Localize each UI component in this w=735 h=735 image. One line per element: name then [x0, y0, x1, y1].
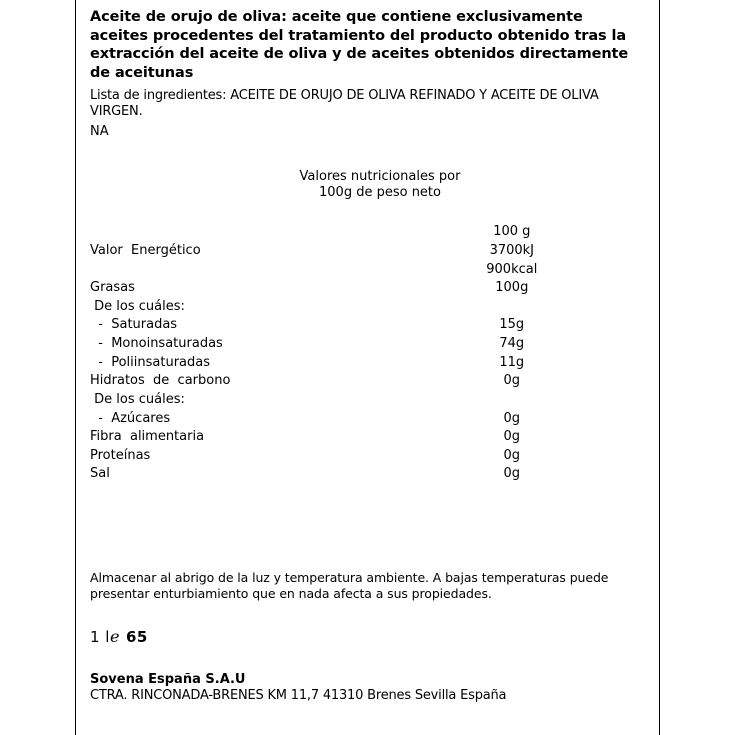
estimated-sign-icon: e — [109, 626, 120, 646]
company-address: CTRA. RINCONADA-BRENES KM 11,7 41310 Brenes Sevilla España — [90, 688, 507, 704]
product-label — [75, 0, 660, 735]
nutrition-label — [90, 261, 379, 280]
table-row — [90, 335, 645, 354]
nutrition-value — [379, 391, 645, 410]
table-row — [90, 410, 645, 429]
nutrition-label: De los cuáles: — [90, 298, 185, 314]
nutrition-value: 11g — [499, 354, 525, 370]
nutrition-label: - Monoinsaturadas — [90, 336, 223, 352]
nutrition-label: - Saturadas — [90, 317, 178, 333]
nutrition-value: 100 g — [493, 224, 531, 240]
table-row — [90, 242, 645, 261]
nutrition-label: Hidratos de carbono — [90, 373, 231, 389]
ingredients-list: Lista de ingredientes: ACEITE DE ORUJO DE OLIVA REFINADO Y ACEITE DE OLIVA VIRGEN. — [90, 88, 599, 120]
nutrition-table — [90, 223, 645, 484]
storage-instructions: Almacenar al abrigo de la luz y temperatura ambiente. A bajas temperaturas puede presentar enturbiamiento que en nada afecta a sus propiedades. — [90, 570, 609, 602]
table-row — [90, 261, 645, 280]
nutrition-value: 0g — [503, 373, 521, 389]
nutrition-label: Sal — [90, 466, 110, 482]
volume-amount: 1 l — [90, 627, 110, 646]
nutrition-heading-line2: 100g de peso neto — [319, 185, 441, 201]
nutrition-label: Valor Energético — [90, 242, 201, 258]
nutrition-value: 3700kJ — [489, 242, 535, 258]
nutrition-value — [379, 298, 645, 317]
nutrition-label: Fibra alimentaria — [90, 429, 205, 445]
nutrition-label: De los cuáles: — [90, 391, 185, 407]
nutrition-label — [90, 223, 379, 242]
nutrition-label: Grasas — [90, 280, 135, 296]
table-row — [90, 316, 645, 335]
table-row — [90, 354, 645, 373]
nutrition-label: - Poliinsaturadas — [90, 354, 211, 370]
allergen-note: NA — [90, 123, 109, 139]
nutrition-value: 100g — [495, 280, 529, 296]
batch-number: 65 — [125, 627, 148, 646]
nutrition-value: 74g — [499, 336, 525, 352]
nutrition-label: Proteínas — [90, 447, 151, 463]
nutrition-value: 0g — [503, 447, 521, 463]
table-row — [90, 223, 645, 242]
net-volume — [90, 627, 645, 646]
product-title: Aceite de orujo de oliva: aceite que contiene exclusivamente aceites procedentes del tratamiento del producto obtenido tras la extracción del aceite de oliva y de aceites obtenidos directamente de aceitunas — [90, 9, 629, 81]
table-row — [90, 465, 645, 484]
table-row — [90, 428, 645, 447]
company-name: Sovena España S.A.U — [90, 671, 246, 687]
nutrition-value: 900kcal — [486, 261, 538, 277]
label-content — [76, 0, 659, 705]
nutrition-heading — [90, 169, 645, 202]
nutrition-value: 15g — [499, 317, 525, 333]
nutrition-value: 0g — [503, 429, 521, 445]
nutrition-heading-line1: Valores nutricionales por — [299, 168, 461, 184]
table-row — [90, 391, 645, 410]
nutrition-value: 0g — [503, 466, 521, 482]
table-row — [90, 279, 645, 298]
nutrition-value: 0g — [503, 410, 521, 426]
table-row — [90, 298, 645, 317]
table-row — [90, 372, 645, 391]
table-row — [90, 447, 645, 466]
nutrition-label: - Azúcares — [90, 410, 171, 426]
